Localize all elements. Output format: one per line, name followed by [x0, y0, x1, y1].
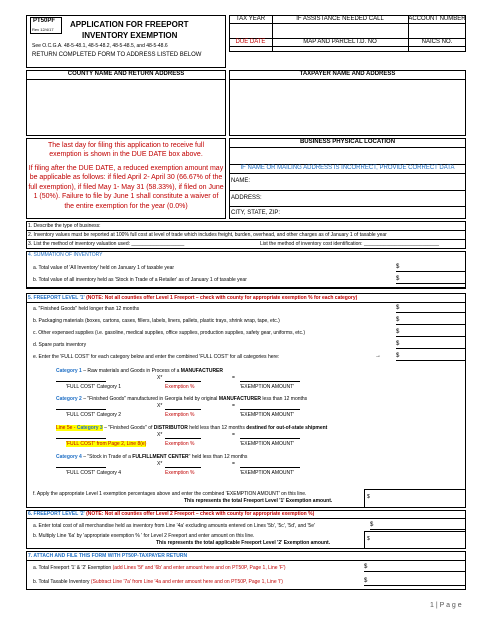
category-4-pct-label: Exemption %	[165, 470, 195, 476]
line-6a-amount[interactable]: $	[370, 521, 466, 530]
section-5-heading-note: (NOTE: Not all counties offer Level 1 Freeport – check with county for appropriate exemption % for each category)	[86, 295, 358, 301]
due-date-label: DUE DATE	[235, 39, 266, 45]
line-6b-label: b. Multiply Line '6a' by 'appropriate exemption % ' for Level 2 Freeport and enter amount on this line.	[33, 533, 255, 539]
line-7b-amount[interactable]: $	[364, 577, 466, 586]
line-5e-label: e. Enter the 'FULL COST' for each category below and enter the combined 'FULL COST' for all categories here:	[33, 354, 280, 360]
category-1-cost-field[interactable]	[56, 381, 106, 382]
category-3-cost-label: 'FULL COST' from Page 2, Line 8(e)	[66, 441, 147, 447]
section-5-heading-label: 5. FREEPORT LEVEL '1'	[28, 295, 85, 301]
category-4-desc: – "Stock in Trade of a	[81, 454, 133, 460]
line-6b-dollar: $	[367, 536, 370, 542]
category-4-cost-label: 'FULL COST' Category 4	[66, 470, 122, 476]
category-3-desc-mid: held less than 12 months	[187, 425, 247, 431]
account-number-label: ACCOUNT NUMBER	[408, 16, 466, 22]
notice-late-filing: If filing after the DUE DATE, a reduced exemption amount may be applicable as follows: if filed April 2- April 30 (66.67% of the full exemption), if filed May 1- May 31 (58.33%), if filed on June 1 (50%). Failure to file by June 1 shall constitute a waiver of the entire exemption for the year (0.0%)	[28, 165, 224, 210]
category-3-line-ref: Line 5e -	[56, 425, 77, 431]
category-1-amount-field[interactable]	[240, 381, 300, 382]
category-4-amount-field[interactable]	[240, 467, 300, 468]
category-4-type: FULFILLMENT CENTER	[132, 454, 189, 460]
category-1-pct-field[interactable]	[165, 381, 201, 382]
category-3-desc: – "Finished Goods" of	[102, 425, 154, 431]
assistance-label: IF ASSISTANCE NEEDED CALL	[296, 16, 384, 22]
line-5d-amount[interactable]: $	[396, 340, 466, 349]
category-4-label: Category 4	[56, 454, 82, 460]
category-2-title	[56, 396, 307, 402]
section-6-heading-label: 6. FREEPORT LEVEL '2'	[28, 511, 85, 517]
category-3-pct-label: Exemption %	[165, 441, 195, 447]
line-4b-label: b. Total value of all inventory held as 'Stock in Trade of a Retailer' as of January 1 of taxable year	[33, 277, 247, 283]
line-7b-note: (Subtract Line '7a' from Line '4a and enter amount here and on PT50P, Page 1, Line 'I')	[90, 579, 283, 585]
category-3-amount-field[interactable]	[240, 438, 300, 439]
category-3-desc-end: destined for out-of-state shipment	[246, 425, 328, 431]
line-7a-amount[interactable]: $	[364, 563, 466, 572]
arrow-right-icon: →	[375, 353, 381, 359]
line-6b-total-note: This represents the total applicable Freeport Level '2' Exemption amount.	[156, 540, 331, 546]
category-2-cost-field[interactable]	[56, 409, 106, 410]
category-2-eq: =	[232, 403, 235, 409]
line-4a-label: a. Total value of 'All Inventory' held on January 1 of taxable year	[33, 265, 175, 271]
category-4-eq: =	[232, 461, 235, 467]
name-field-label[interactable]: NAME:	[231, 178, 251, 184]
category-3-eq: =	[232, 432, 235, 438]
correction-note: IF NAME OR MAILING ADDRESS IS INCORRECT, PROVIDE CORRECT DATA	[240, 165, 455, 171]
line-7a-note: (add Lines '5f' and '6b' and enter amount here and on PT50P, Page 1, Line 'F')	[112, 565, 286, 571]
line-5a-amount[interactable]: $	[396, 304, 466, 313]
line-5f-dollar: $	[367, 494, 370, 500]
line-3-valuation-method[interactable]: 3. List the method of inventory valuation used: ___________________	[28, 241, 185, 247]
category-1-x: X*	[157, 375, 163, 381]
address-field-label[interactable]: ADDRESS:	[231, 195, 262, 201]
section-6-heading	[28, 511, 314, 517]
line-7a-text: a. Total Freeport '1' & '2' Exemption	[33, 565, 113, 571]
category-4-desc-end: " held less than 12 months	[188, 454, 248, 460]
category-4-x: X*	[157, 461, 163, 467]
line-5b-label: b. Packaging materials (boxes, cartons, cases, fillers, labels, liners, pallets, plastic trays, shrink wrap, tape, etc.)	[33, 318, 280, 324]
line-7a-label	[33, 565, 286, 571]
map-parcel-label: MAP AND PARCEL I.D. NO	[303, 39, 377, 45]
category-1-type: MANUFACTURER	[180, 368, 224, 374]
statute-reference: See O.C.G.A. 48-5-48.1, 48-5-48.2, 48-5-48.5, and 48-5-48.6	[32, 43, 168, 49]
category-2-type: MANUFACTURER	[218, 396, 262, 402]
line-6b-amount-box[interactable]	[364, 531, 466, 549]
category-3-pct-field[interactable]	[165, 438, 201, 439]
category-3-label: Category 3	[76, 425, 103, 431]
notice-due-date: The last day for filing this application to receive full exemption is shown in the DUE DATE box above.	[47, 142, 205, 158]
category-3-title	[56, 425, 327, 431]
section-7-heading: 7. ATTACH AND FILE THIS FORM WITH PT50P-TAXPAYER RETURN	[28, 553, 188, 559]
category-1-desc: – Raw materials and Goods in Process of a	[81, 368, 181, 374]
category-2-pct-field[interactable]	[165, 409, 201, 410]
category-2-desc-end: less than 12 months	[261, 396, 308, 402]
category-2-amount-field[interactable]	[240, 409, 300, 410]
category-1-pct-label: Exemption %	[165, 384, 195, 390]
category-3-amount-label: 'EXEMPTION AMOUNT'	[240, 441, 295, 447]
line-4a-amount[interactable]: $	[396, 263, 466, 272]
category-2-desc: – "Finished Goods" manufactured in Georgia held by original	[81, 396, 219, 402]
section-5-heading	[28, 295, 357, 301]
line-5a-label: a. "Finished Goods" held longer than 12 months	[33, 306, 140, 312]
category-1-title	[56, 368, 223, 374]
line-5e-amount[interactable]: $	[396, 352, 466, 361]
line-5d-label: d. Spare parts inventory	[33, 342, 87, 348]
line-5b-amount[interactable]: $	[396, 316, 466, 325]
city-state-zip-label[interactable]: CITY, STATE, ZIP:	[231, 210, 281, 216]
category-2-cost-label: 'FULL COST' Category 2	[66, 412, 122, 418]
line-7b-text: b. Total Taxable Inventory	[33, 579, 91, 585]
return-note: RETURN COMPLETED FORM TO ADDRESS LISTED BELOW	[32, 52, 202, 58]
line-5c-label: c. Other expensed supplies (i.e. gasoline, medical supplies, office supplies, production supplies, safety gear, uniforms, etc.)	[33, 330, 305, 336]
form-code: PT50PF	[33, 18, 56, 24]
category-1-label: Category 1	[56, 368, 82, 374]
line-3-cost-identification[interactable]: List the method of inventory cost identification: ___________________________	[260, 241, 440, 247]
category-4-cost-field[interactable]	[56, 467, 106, 468]
line-5f-label: f. Apply the appropriate Level 1 exemption percentages above and enter the combined 'EXEMPTION AMOUNT' on this line.	[33, 491, 307, 497]
section-4-heading: 4. SUMMATION OF INVENTORY	[28, 252, 103, 258]
category-3-x: X*	[157, 432, 163, 438]
category-1-amount-label: 'EXEMPTION AMOUNT'	[240, 384, 295, 390]
business-location-heading: BUSINESS PHYSICAL LOCATION	[299, 139, 396, 145]
category-2-pct-label: Exemption %	[165, 412, 195, 418]
form-title-line1: APPLICATION FOR FREEPORT	[70, 20, 189, 29]
category-2-label: Category 2	[56, 396, 82, 402]
line-7b-label	[33, 579, 283, 585]
county-address-heading: COUNTY NAME AND RETURN ADDRESS	[67, 71, 185, 77]
line-4b-amount[interactable]: $	[396, 275, 466, 284]
category-4-amount-label: 'EXEMPTION AMOUNT'	[240, 470, 295, 476]
category-1-eq: =	[232, 375, 235, 381]
category-3-type: DISTRIBUTOR	[153, 425, 188, 431]
section-6-heading-note: (NOTE: Not all counties offer Level 2 Freeport – check with county for appropriate exemption %)	[86, 511, 315, 517]
line-5f-total-note: This represents the total Freeport Level '1' Exemption amount.	[184, 498, 333, 504]
naics-label: NAICS NO.	[421, 39, 453, 45]
category-4-pct-field[interactable]	[165, 467, 201, 468]
category-2-amount-label: 'EXEMPTION AMOUNT'	[240, 412, 295, 418]
line-1-business-type[interactable]: 1. Describe the type of business:	[28, 223, 101, 229]
category-4-title	[56, 454, 247, 460]
form-revision: Rev 12/4/17	[32, 27, 54, 32]
line-6a-label: a. Enter total cost of all merchandise held as inventory from Line '4a' excluding amounts entered on Lines '5b', '5c', '5d', and '5e'	[33, 523, 315, 529]
category-3-cost-field[interactable]	[56, 438, 106, 439]
line-5c-amount[interactable]: $	[396, 328, 466, 337]
tax-year-label: TAX YEAR	[235, 16, 266, 22]
line-5f-amount-box[interactable]	[364, 489, 466, 508]
taxpayer-address-heading: TAXPAYER NAME AND ADDRESS	[299, 71, 396, 77]
line-2-valuation-note: 2. Inventory values must be reported at 100% full cost at level of trade which includes freight, burden, overhead, and other charges as of January 1 of taxable year	[28, 232, 387, 238]
category-2-x: X*	[157, 403, 163, 409]
category-1-cost-label: 'FULL COST' Category 1	[66, 384, 122, 390]
form-title-line2: INVENTORY EXEMPTION	[82, 31, 178, 40]
page-number: 1 | P a g e	[430, 602, 462, 609]
